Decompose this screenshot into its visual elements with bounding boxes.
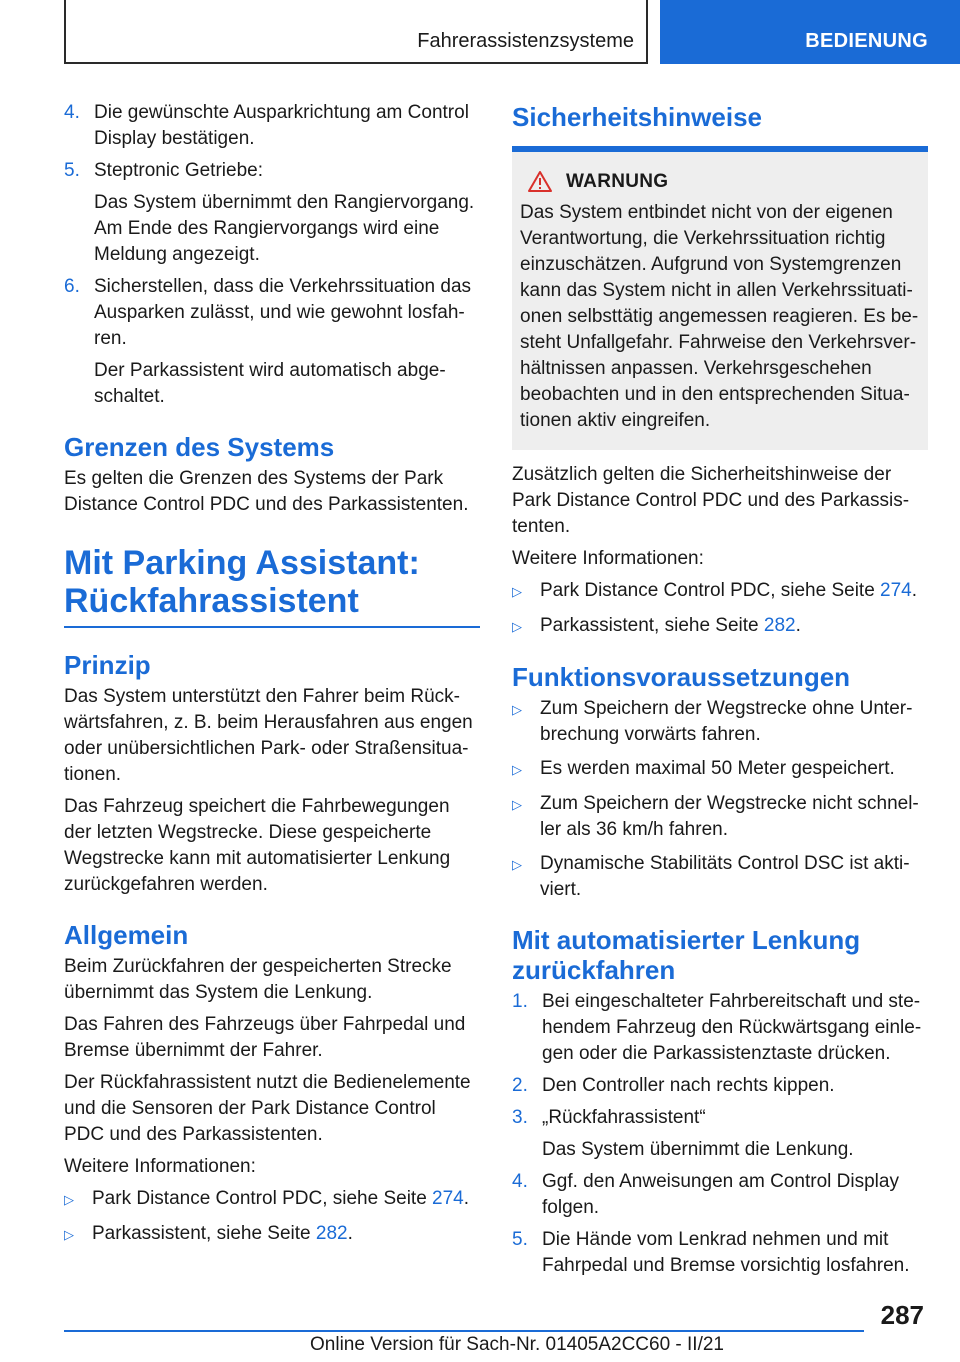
link-list-item (64, 1221, 480, 1248)
step-item (512, 1105, 928, 1163)
step-item (64, 274, 480, 410)
footer-rule (64, 1330, 864, 1332)
link-list-item (512, 613, 928, 640)
requirement-item (512, 756, 928, 783)
step-item (512, 1073, 928, 1099)
step-number: 3. (512, 1107, 528, 1128)
page-link[interactable]: 282 (763, 615, 796, 636)
step-text: Sicherstellen, dass die Verkehrssituation das Ausparken zulässt, und wie gewohnt losfah-ren. (94, 276, 472, 349)
step-number: 4. (512, 1171, 528, 1192)
heading-line2: zurückfahren (512, 955, 676, 985)
link-end: . (911, 580, 918, 601)
step-text: Die Hände vom Lenkrad nehmen und mit Fahrpedal und Bremse vorsichtig losfahren. (542, 1229, 910, 1276)
prinzip-paragraph: Das System unterstützt den Fahrer beim Rück-wärtsfahren, z. B. beim Herausfahren aus engen oder unübersichtlichen Park- oder Straßensitua-tionen. (64, 686, 473, 785)
section-title: Fahrerassistenzsysteme (417, 30, 634, 52)
requirement-text: Zum Speichern der Wegstrecke nicht schnel-ler als 36 km/h fahren. (540, 793, 919, 840)
step-text: Ggf. den Anweisungen am Control Display folgen. (542, 1171, 899, 1218)
step-text: Steptronic Getriebe: (94, 160, 263, 181)
link-list-item (64, 1186, 480, 1213)
heading-grenzen: Grenzen des Systems (64, 432, 335, 462)
step-text: Das System übernimmt den Rangiervorgang. Am Ende des Rangiervorgangs wird eine Meldung angezeigt. (94, 192, 475, 265)
triangle-bullet-icon: ▷ (64, 1192, 74, 1207)
allgemein-paragraph: Das Fahren des Fahrzeugs über Fahrpedal und Bremse übernimmt der Fahrer. (64, 1014, 466, 1061)
page-link[interactable]: 274 (432, 1188, 464, 1209)
link-text: Parkassistent, siehe Seite (92, 1223, 316, 1244)
main-heading (64, 544, 480, 620)
step-text: Den Controller nach rechts kippen. (542, 1075, 835, 1096)
heading-line1: Mit automatisierter Lenkung (512, 925, 861, 955)
step-number: 5. (512, 1229, 528, 1250)
page-link[interactable]: 282 (315, 1223, 348, 1244)
warning-text: Das System entbindet nicht von der eigenen Verantwortung, die Verkehrssituation richtig einzuschätzen. Aufgrund von Systemgrenzen kann das System nicht in allen Verkehrssituati-onen selbsttätig angemessen reagieren. Es be-steht Unfallgefahr. Fahrweise den Verkehrsver-hältnissen anpassen. Verkehrsgeschehen beobachten und in den entsprechenden Situa-tionen aktiv eingreifen. (520, 202, 919, 431)
link-list-item (512, 578, 928, 605)
warning-label: WARNUNG (566, 171, 669, 192)
page-link[interactable]: 274 (880, 580, 912, 601)
triangle-bullet-icon: ▷ (512, 619, 522, 634)
heading-allgemein: Allgemein (64, 920, 189, 950)
step-text: Das System übernimmt die Lenkung. (542, 1139, 854, 1160)
step-text: „Rückfahrassistent“ (542, 1107, 706, 1128)
page-number: 287 (880, 1300, 924, 1330)
heading-automatisiert (512, 925, 928, 985)
link-end: . (463, 1188, 470, 1209)
step-number: 5. (64, 160, 80, 181)
step-number: 2. (512, 1075, 528, 1096)
triangle-bullet-icon: ▷ (512, 702, 522, 717)
requirement-text: Zum Speichern der Wegstrecke ohne Unter-brechung vorwärts fahren. (540, 698, 913, 745)
heading-funktion: Funktionsvoraussetzungen (512, 662, 851, 692)
requirement-item (512, 791, 928, 843)
header-section-box (64, 0, 648, 64)
triangle-bullet-icon: ▷ (512, 857, 522, 872)
link-text: Park Distance Control PDC, siehe Seite (540, 580, 881, 601)
link-text: Parkassistent, siehe Seite (540, 615, 764, 636)
link-end: . (347, 1223, 353, 1244)
requirement-item (512, 696, 928, 748)
triangle-bullet-icon: ▷ (512, 797, 522, 812)
step-item (64, 158, 480, 268)
triangle-bullet-icon: ▷ (512, 762, 522, 777)
step-number: 1. (512, 991, 528, 1012)
prinzip-paragraph: Das Fahrzeug speichert die Fahrbewegungen der letzten Wegstrecke. Diese gespeicherte Wegstrecke kann mit automatisierter Lenkung zurückgefahren werden. (64, 796, 451, 895)
triangle-bullet-icon: ▷ (512, 584, 522, 599)
step-text: Die gewünschte Ausparkrichtung am Control Display bestätigen. (94, 102, 469, 149)
step-item (512, 1227, 928, 1279)
triangle-bullet-icon: ▷ (64, 1227, 74, 1242)
heading-prinzip: Prinzip (64, 650, 151, 680)
requirement-text: Dynamische Stabilitäts Control DSC ist akti-viert. (540, 853, 910, 900)
step-item (64, 100, 480, 152)
step-number: 6. (64, 276, 80, 297)
requirement-item (512, 851, 928, 903)
requirement-text: Es werden maximal 50 Meter gespeichert. (540, 758, 895, 779)
heading-rule (64, 626, 480, 628)
heading-sicherheit: Sicherheitshinweise (512, 102, 762, 132)
warning-triangle-icon (520, 170, 560, 194)
step-item (512, 1169, 928, 1221)
footer-version: Online Version für Sach-Nr. 01405A2CC60 - II/21 (310, 1334, 725, 1355)
step-item (512, 989, 928, 1067)
left-column (64, 100, 480, 1256)
safety-paragraph: Zusätzlich gelten die Sicherheitshinweise der Park Distance Control PDC und des Parkassis-tenten. (512, 464, 910, 537)
step-number: 4. (64, 102, 80, 123)
more-info-label: Weitere Informationen: (64, 1156, 256, 1177)
step-text: Der Parkassistent wird automatisch abge-schaltet. (94, 360, 446, 407)
step-text: Bei eingeschalteter Fahrbereitschaft und ste-hendem Fahrzeug den Rückwärtsgang einle-gen oder die Parkassistenztaste drücken. (542, 991, 922, 1064)
chapter-tab (660, 0, 960, 64)
warning-box (512, 146, 928, 450)
link-end: . (795, 615, 801, 636)
more-info-label: Weitere Informationen: (512, 548, 704, 569)
main-heading-line1: Mit Parking Assistant: (64, 544, 420, 582)
allgemein-paragraph: Der Rückfahrassistent nutzt die Bedienelemente und die Sensoren der Park Distance Control PDC und des Parkassistenten. (64, 1072, 471, 1145)
grenzen-text: Es gelten die Grenzen des Systems der Park Distance Control PDC und des Parkassistenten. (64, 468, 469, 515)
right-column (512, 100, 928, 1285)
chapter-tab-label: BEDIENUNG (805, 30, 928, 52)
main-heading-line2: Rückfahrassistent (64, 582, 359, 620)
link-text: Park Distance Control PDC, siehe Seite (92, 1188, 433, 1209)
allgemein-paragraph: Beim Zurückfahren der gespeicherten Strecke übernimmt das System die Lenkung. (64, 956, 452, 1003)
